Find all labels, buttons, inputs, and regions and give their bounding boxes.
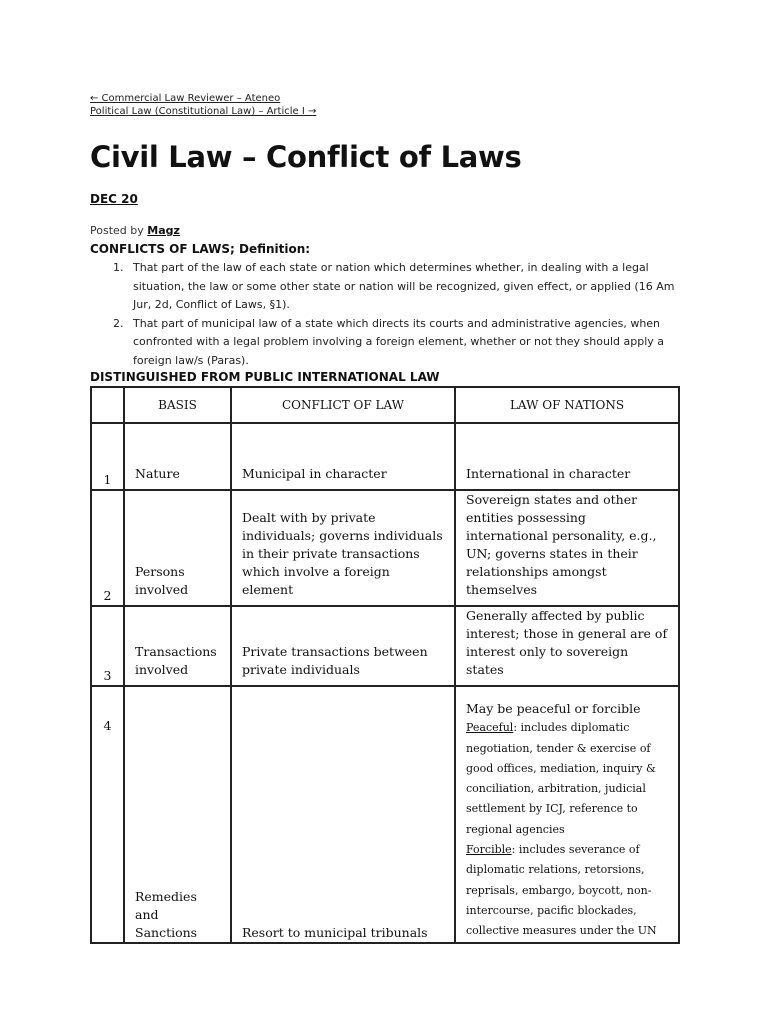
row-number: 3	[91, 606, 124, 686]
table-row	[91, 423, 679, 490]
basis-cell: Transactions involved	[124, 606, 231, 686]
forcible-remedies	[466, 840, 668, 941]
conflict-cell: Private transactions between private individuals	[231, 606, 455, 686]
peaceful-remedies	[466, 718, 668, 840]
forcible-label: Forcible	[466, 843, 512, 857]
nations-summary: May be peaceful or forcible	[466, 701, 641, 717]
article	[90, 92, 680, 944]
nations-cell: Generally affected by public interest; those in general are of interest only to sovereign states	[455, 606, 679, 686]
list-item: 1. That part of the law of each state or nation which determines whether, in dealing with a legal situation, the law or some other state or nation will be recognized, given effect, or applied (16 Am Jur, 2d, Conflict of Laws, §1).	[127, 259, 680, 315]
page-title: Civil Law – Conflict of Laws	[90, 140, 522, 174]
basis-cell: Remedies and Sanctions	[124, 686, 231, 943]
section-heading-label: CONFLICTS OF LAWS; Definition	[90, 242, 306, 256]
table-row	[91, 490, 679, 606]
prev-post-link[interactable]: ← Commercial Law Reviewer – Ateneo	[90, 93, 281, 104]
table-row	[91, 606, 679, 686]
conflict-cell: Resort to municipal tribunals	[231, 686, 455, 943]
comparison-table	[90, 386, 680, 944]
list-item: 2. That part of municipal law of a state which directs its courts and administrative agencies, when confronted with a legal problem involving a foreign element, whether or not they should apply a foreign law/s (Paras).	[127, 315, 680, 371]
header-cell: BASIS	[124, 387, 231, 423]
row-number: 1	[91, 423, 124, 490]
peaceful-text: : includes diplomatic negotiation, tender & exercise of good offices, mediation, inquiry & conciliation, arbitration, judicial settlement by ICJ, reference to regional agencies	[466, 721, 656, 836]
table-row	[91, 686, 679, 943]
conflict-cell: Dealt with by private individuals; governs individuals in their private transactions which involve a foreign element	[231, 490, 455, 606]
header-cell: LAW OF NATIONS	[455, 387, 679, 423]
basis-cell: Nature	[124, 423, 231, 490]
conflict-cell: Municipal in character	[231, 423, 455, 490]
author-link[interactable]: Magz	[147, 224, 180, 237]
header-cell	[91, 387, 124, 423]
definitions-list	[90, 259, 680, 371]
section-heading-suffix: :	[305, 242, 311, 256]
basis-cell: Persons involved	[124, 490, 231, 606]
row-number: 4	[91, 686, 124, 943]
row-number: 2	[91, 490, 124, 606]
next-post-link[interactable]: Political Law (Constitutional Law) – Article I →	[90, 106, 317, 117]
nations-cell: Sovereign states and other entities possessing international personality, e.g., UN; governs states in their relationships amongst themselves	[455, 490, 679, 606]
subheading: DISTINGUISHED FROM PUBLIC INTERNATIONAL LAW	[90, 369, 440, 384]
section-heading	[90, 241, 680, 257]
nations-cell: International in character	[455, 423, 679, 490]
peaceful-label: Peaceful	[466, 721, 514, 735]
header-cell: CONFLICT OF LAW	[231, 387, 455, 423]
table-header-row	[91, 387, 679, 423]
forcible-text: : includes severance of diplomatic relations, retorsions, reprisals, embargo, boycott, non-intercourse, pacific blockades, collective measures under the UN	[466, 843, 657, 938]
posted-by	[90, 223, 680, 238]
nations-cell	[455, 686, 679, 943]
post-date[interactable]: DEC 20	[90, 192, 138, 206]
posted-by-prefix: Posted by	[90, 224, 148, 237]
